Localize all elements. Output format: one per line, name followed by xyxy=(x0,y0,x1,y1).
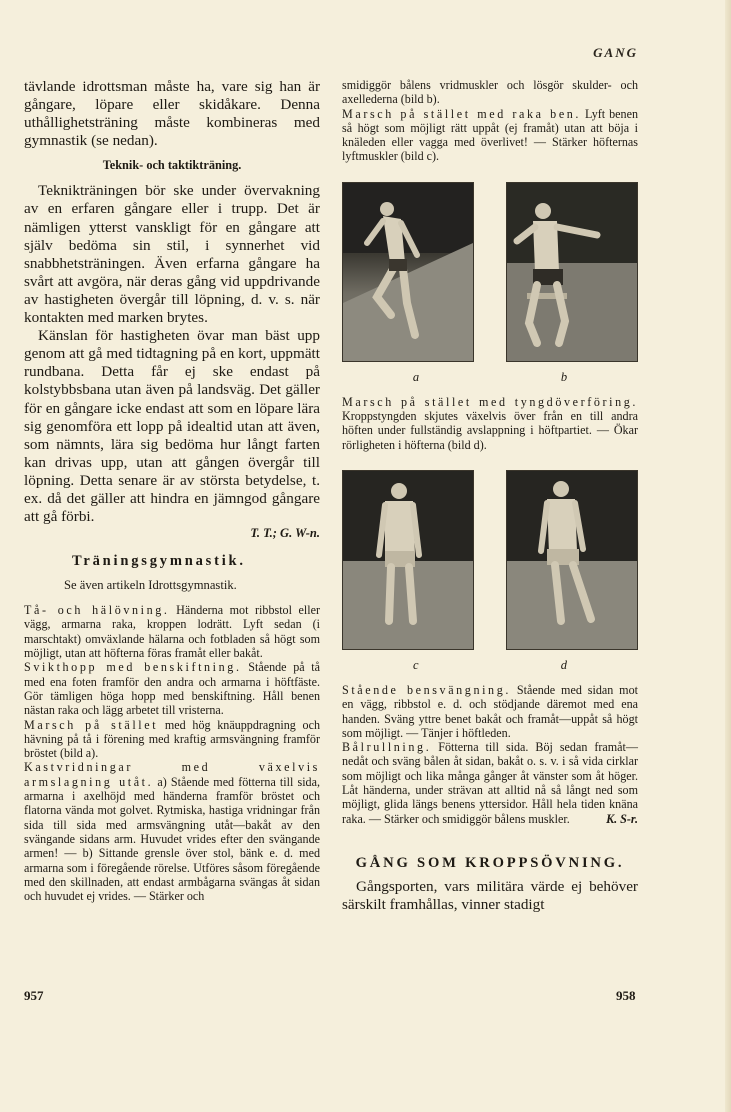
exercise-text: Lyft benen så högt som möjligt rätt uppåt (ej framåt) utan att böja i knäleden eller vagga med överlivet! — Stärker höfternas lyftmuskler (bild c). xyxy=(342,106,639,164)
exercise-balrullning xyxy=(342,740,638,826)
caption-d: d xyxy=(560,657,567,672)
photo-a-marching-figure xyxy=(342,182,474,362)
left-column xyxy=(24,78,320,903)
page-edge xyxy=(725,0,731,1112)
photo-row-top xyxy=(342,182,638,362)
photo-row-bottom xyxy=(342,470,638,650)
exercise-marsch-knauppdragning xyxy=(24,718,320,761)
page-number-left: 957 xyxy=(24,988,44,1003)
exercise-text: Händerna mot ribbstol eller vägg, armarna raka, kroppen lodrätt. Lyft sedan (i marschtakt) omväxlande hälarna och fotbladen så högt som möjligt, utan att höfterna föras framåt eller bakåt. xyxy=(24,603,321,661)
exercise-marsch-raka-ben xyxy=(342,107,638,164)
photo-c-standing-figure xyxy=(342,470,474,650)
exercise-term: Stående bensvängning. xyxy=(342,682,511,697)
signature-2: K. S-r. xyxy=(606,811,638,826)
photo-d-drawing xyxy=(507,471,637,649)
left-paragraph-2: Teknikträningen bör ske under övervakning av en erfaren gångare eller i trupp. Det är nämligen ytterst vanskligt för en gångare att själv bedöma sin stil, i synnerhet vid snabbhetsträningen. Även erfarna gångare ha svårt att avgöra, när deras gång vid uppdrivande av hastigheten övergår till löpning, d. v. s. när kontakten med marken brytes. xyxy=(24,182,320,327)
exercise-term: Bålrullning. xyxy=(342,740,432,755)
exercise-term: Marsch på stället med raka ben. xyxy=(342,106,582,121)
left-paragraph-1: tävlande idrottsman måste ha, vare sig han är gångare, löpare eller skidåkare. Denna uthållighetsträning måste kombineras med gymnastik (se nedan). xyxy=(24,78,320,150)
exercise-kastvridningar xyxy=(24,760,320,903)
caption-a: a xyxy=(412,369,420,384)
exercise-text: Fötterna till sida. Böj sedan framåt—nedåt och sväng bålen åt sidan, bakåt o. s. v. i så vida cirklar som möjligt och lika många gånger åt vänster som åt höger. Låt händerna, under strävan att alltid nå så långt ned som möjligt, glida längs benens yttersidor. Håll hela tiden knäna raka. — Stärker och smidiggör bålens muskler. xyxy=(342,740,638,826)
exercise-term: Marsch på stället xyxy=(24,717,159,732)
photo-b-seated-figure xyxy=(506,182,638,362)
exercise-tyngdoverforing xyxy=(342,395,638,452)
running-head: GANG xyxy=(593,45,638,60)
caption-row-bottom xyxy=(342,658,638,673)
exercise-text: a) Stående med fötterna till sida, armarna i axelhöjd med händerna framför bröstet och flatorna vända mot golvet. Rytmiska, hastiga vridningar från sida till sida med armsvängning utåt—bakåt av den svängande sidans arm. Huvudet vrides efter den svängande armen! — b) Sittande grensle över stol, bänk e. d. med armarna som i föregående rörelse. Utföres såsom föregående med den skillnaden, att endast armbågarna svängas åt sidan och huvudet ej vrides. — Stärker och xyxy=(24,774,320,904)
exercise-term: Tå- och hälövning. xyxy=(24,603,170,618)
exercise-text: med hög knäuppdragning och hävning på tå i förening med kraftig armsvängning framför bröstet (bild a). xyxy=(24,717,320,761)
exercise-text: Stående med sidan mot en vägg, ribbstol e. d. och stödjande däremot med ena handen. Sväng yttre benet bakåt och framåt—uppåt så högt som möjligt. — Tänjer i höftleden. xyxy=(342,682,638,740)
exercise-term: Svikthopp med benskiftning. xyxy=(24,660,242,675)
photo-b-drawing xyxy=(507,183,637,361)
photo-c-drawing xyxy=(343,471,473,649)
exercise-ta-hal xyxy=(24,603,320,660)
left-paragraph-3: Känslan för hastigheten övar man bäst upp genom att gå med tidtagning på en kort, uppmätt rundbana. Detta får ej ske endast på kolstybbsbana utan även på landsväg. Det gäller för en gångare icke endast att som en löpare lära sig genomföra ett lopp på idealtid utan att även, som nämnts, lära sig bedöma hur långt farten kan drivas upp, utan att gången övergår till löpning. Detta senare är av största betydelse, t. ex. då det gäller att hindra en jämngod gångare att gå förbi. xyxy=(24,327,320,526)
photo-d-standing-figure xyxy=(506,470,638,650)
section-title-gang-som-kroppsovning: GÅNG SOM KROPPSÖVNING. xyxy=(355,854,625,871)
exercise-bensvangning xyxy=(342,683,638,740)
exercise-text: Stående på tå med ena foten framför den andra och armarna i höftfäste. Gör tämligen höga hopp med benskiftning. Håll benen nästan raka och lägg arbetet till vristerna. xyxy=(24,660,320,718)
exercise-text: Kroppstyngden skjutes växelvis över från en till andra höften under fullständig avslappning i höftpartiet. — Ökar rörligheten i höfterna (bild d). xyxy=(342,409,638,452)
caption-c: c xyxy=(413,657,419,672)
right-paragraph-last: Gångsporten, vars militära värde ej behöver särskilt framhållas, vinner stadigt xyxy=(342,877,638,914)
caption-b: b xyxy=(560,369,568,384)
page-number-right: 958 xyxy=(616,988,636,1003)
caption-row-top xyxy=(342,370,638,385)
signature-1: T. T.; G. W-n. xyxy=(250,526,320,541)
exercise-term: Kastvridningar med växelvis armslagning utåt. xyxy=(24,760,320,789)
exercise-term: Marsch på stället med tyngdöverföring. xyxy=(342,394,638,409)
exercise-svikthopp xyxy=(24,660,320,717)
see-also: Se även artikeln Idrottsgymnastik. xyxy=(64,578,237,593)
subhead-teknik: Teknik- och taktikträning. xyxy=(102,158,242,173)
right-column xyxy=(342,78,638,914)
photo-a-drawing xyxy=(343,183,473,361)
right-paragraph-1: smidiggör bålens vridmuskler och lösgör skulder- och axellederna (bild b). xyxy=(342,78,638,107)
section-title-traningsgymnastik: Träningsgymnastik. xyxy=(72,553,246,570)
